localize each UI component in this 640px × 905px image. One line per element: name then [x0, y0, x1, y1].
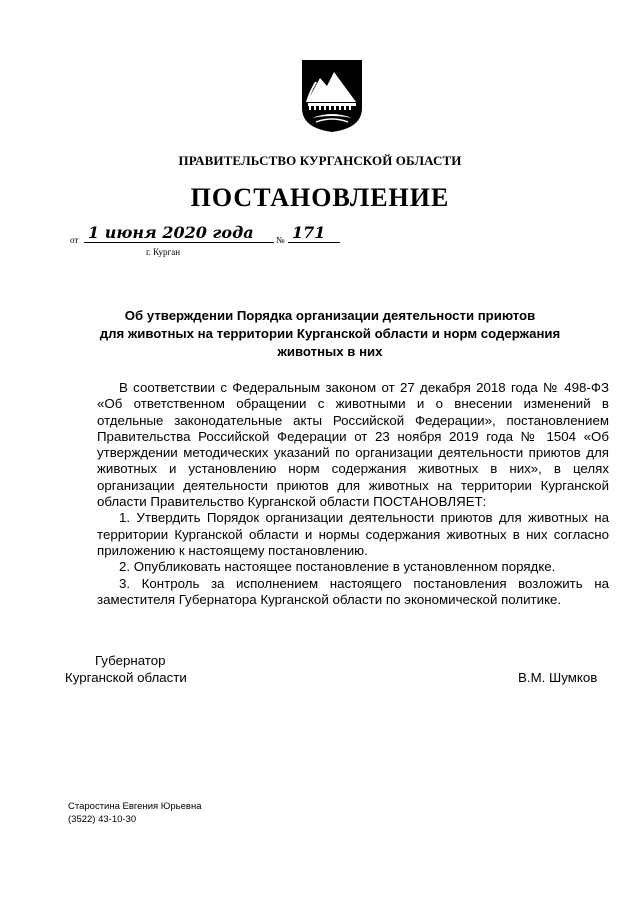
- item-1-paragraph: 1. Утвердить Порядок организации деятельности приютов для животных на территории Курганской области и нормы содержания животных в них согласно приложению к настоящему постановлению.: [97, 510, 609, 558]
- preamble-paragraph: В соответствии с Федеральным законом от 27 декабря 2018 года № 498-ФЗ «Об ответственном обращении с животными и о внесении изменений в отдельные законодательные акты Российской Федерации», постановлением Правительства Российской Федерации от 23 ноября 2019 года № 1504 «Об утверждении методических указаний по организации деятельности приютов для животных и установлению норм содержания животных в них», в целях организации деятельности приютов для животных на территории Курганской области Правительство Курганской области ПОСТАНОВЛЯЕТ:: [97, 380, 609, 510]
- city: г. Курган: [146, 247, 181, 257]
- item-3-paragraph: 3. Контроль за исполнением настоящего постановления возложить на заместителя Губернатора Курганской области по экономической политике.: [97, 575, 609, 607]
- number-prefix: №: [276, 235, 285, 245]
- signatory-position-line-2: Курганской области: [65, 670, 187, 685]
- title-line-3: животных в них: [277, 344, 383, 359]
- executor-name: Старостина Евгения Юрьевна: [68, 801, 202, 812]
- date-prefix: от: [70, 235, 79, 245]
- item-2-paragraph: 2. Опубликовать настоящее постановление в установленном порядке.: [119, 559, 556, 575]
- date-underline: [84, 242, 274, 243]
- kurgan-coat-of-arms-icon: [300, 58, 364, 134]
- number-underline: [288, 242, 340, 243]
- signatory-name: В.М. Шумков: [518, 670, 598, 685]
- handwritten-number: 171: [292, 223, 326, 242]
- document-type-heading: ПОСТАНОВЛЕНИЕ: [190, 183, 450, 212]
- handwritten-date: 1 июня 2020 года: [88, 223, 254, 242]
- executor-phone: (3522) 43-10-30: [68, 814, 137, 825]
- document-title: [70, 307, 590, 361]
- signatory-position-line-1: Губернатор: [95, 653, 166, 668]
- title-line-1: Об утверждении Порядка организации деятельности приютов: [124, 308, 536, 323]
- document-body: [97, 380, 609, 608]
- title-line-2: для животных на территории Курганской области и норм содержания: [99, 326, 561, 341]
- government-name: ПРАВИТЕЛЬСТВО КУРГАНСКОЙ ОБЛАСТИ: [178, 153, 462, 168]
